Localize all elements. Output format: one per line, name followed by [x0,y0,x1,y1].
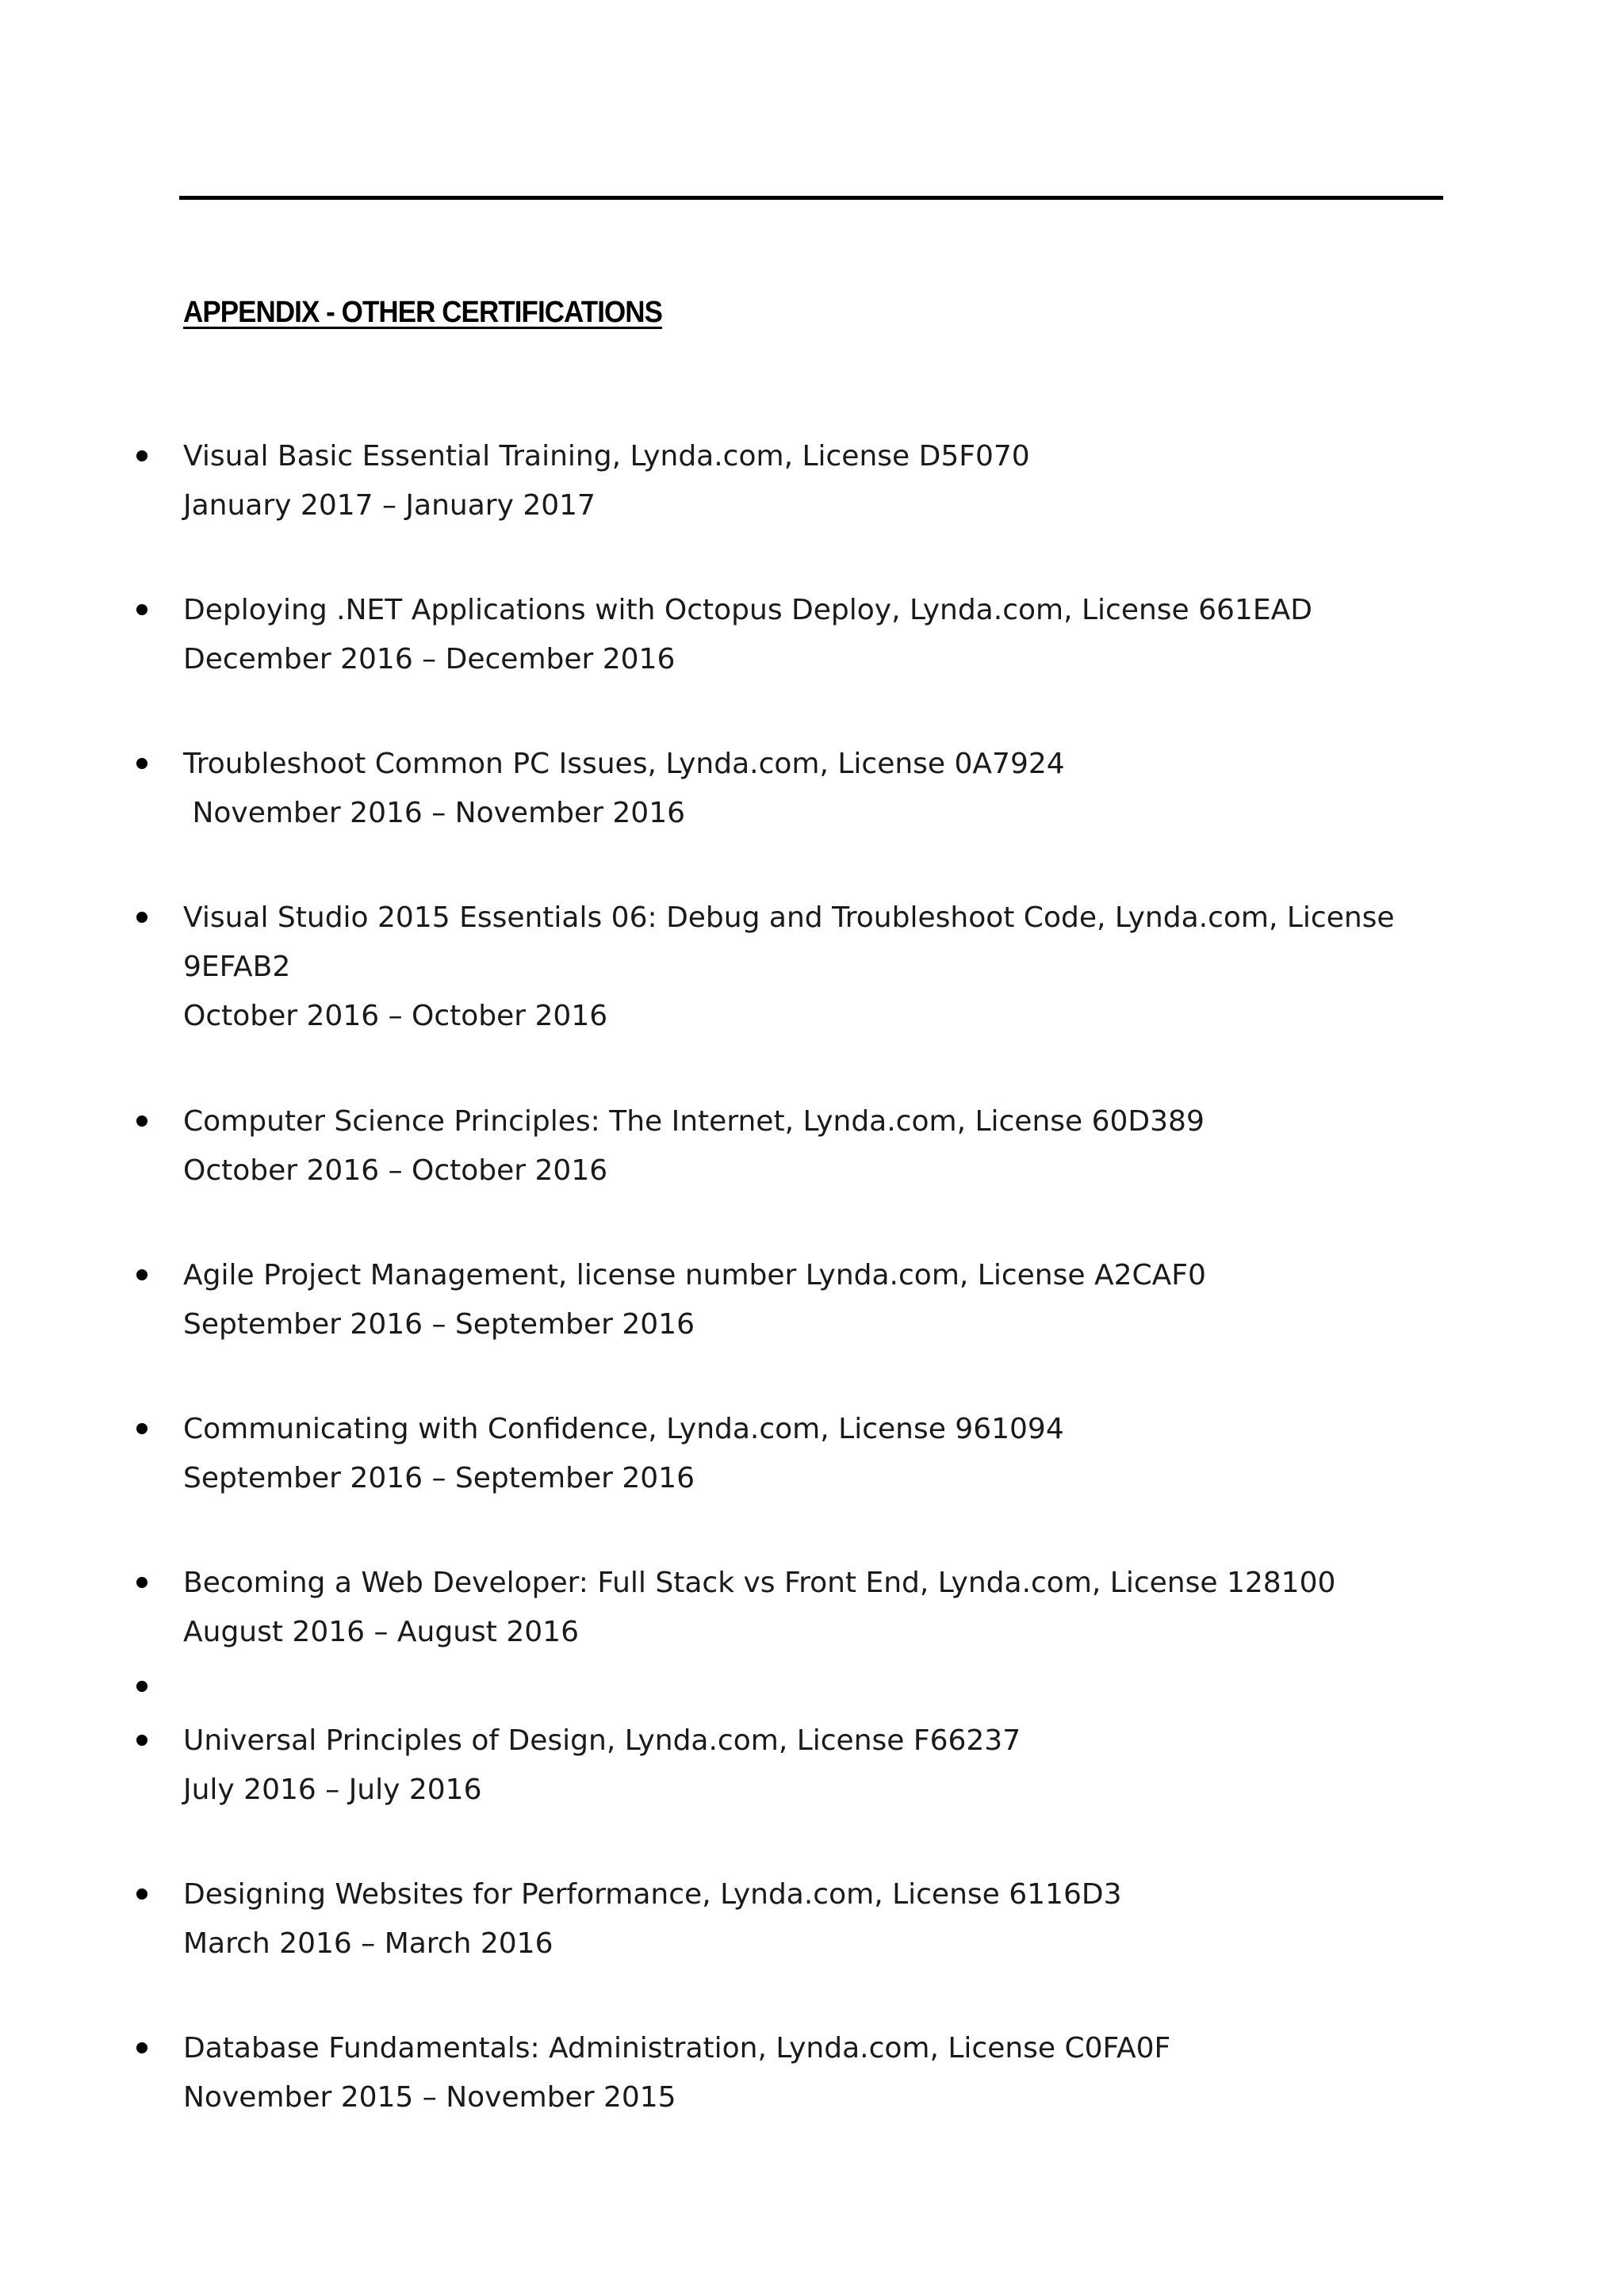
certification-title: Database Fundamentals: Administration, Lynda.com, License C0FA0F [183,2032,1171,2064]
certification-text [183,432,1436,530]
certification-title: Becoming a Web Developer: Full Stack vs Front End, Lynda.com, License 128100 [183,1567,1336,1599]
certification-dates: September 2016 – September 2016 [183,1308,695,1341]
certification-title-continued: 9EFAB2 [183,951,291,983]
certification-title: Deploying .NET Applications with Octopus Deploy, Lynda.com, License 661EAD [183,594,1312,626]
bullet-icon [132,740,149,757]
certification-title: Communicating with Confidence, Lynda.com, License 961094 [183,1413,1064,1445]
certification-text [183,1559,1436,1657]
certification-dates: July 2016 – July 2016 [183,1774,482,1806]
certification-title: Universal Principles of Design, Lynda.com, License F66237 [183,1724,1021,1757]
certification-text [183,1251,1436,1349]
bullet-icon [132,1716,149,1734]
header-rule [179,196,1443,200]
bullet-icon [132,1097,149,1115]
certification-text [183,894,1436,1041]
bullet-icon [132,1870,149,1888]
bullet-icon [132,1251,149,1269]
certification-dates: March 2016 – March 2016 [183,1927,553,1960]
certification-dates: August 2016 – August 2016 [183,1616,579,1648]
certification-text [183,1716,1436,1815]
certification-dates: November 2016 – November 2016 [183,797,686,829]
certification-text [183,1405,1436,1503]
certification-dates: January 2017 – January 2017 [183,489,596,522]
bullet-icon [132,586,149,603]
bullet-icon [132,1559,149,1576]
bullet-icon [132,1405,149,1422]
bullet-icon [132,432,149,450]
bullet-icon [132,2024,149,2042]
certification-dates: November 2015 – November 2015 [183,2081,676,2114]
certification-dates: September 2016 – September 2016 [183,1462,695,1494]
certification-title: Agile Project Management, license number Lynda.com, License A2CAF0 [183,1259,1206,1292]
certification-title: Computer Science Principles: The Internet, Lynda.com, License 60D389 [183,1105,1205,1138]
bullet-icon [132,1663,149,1680]
certification-dates: October 2016 – October 2016 [183,1154,608,1187]
certification-title: Troubleshoot Common PC Issues, Lynda.com, License 0A7924 [183,748,1065,780]
certification-title: Designing Websites for Performance, Lynda.com, License 6116D3 [183,1878,1122,1911]
bullet-icon [132,894,149,911]
certification-text [183,1870,1436,1969]
certification-text [183,1097,1436,1196]
certification-text [183,2024,1436,2122]
certification-dates: December 2016 – December 2016 [183,643,676,675]
appendix-title: APPENDIX - OTHER CERTIFICATIONS [183,296,663,329]
certification-dates: October 2016 – October 2016 [183,1000,608,1032]
certification-text [183,586,1436,684]
certification-text [183,740,1436,838]
certification-title: Visual Studio 2015 Essentials 06: Debug and Troubleshoot Code, Lynda.com, License [183,901,1395,934]
certification-title: Visual Basic Essential Training, Lynda.com, License D5F070 [183,440,1030,473]
